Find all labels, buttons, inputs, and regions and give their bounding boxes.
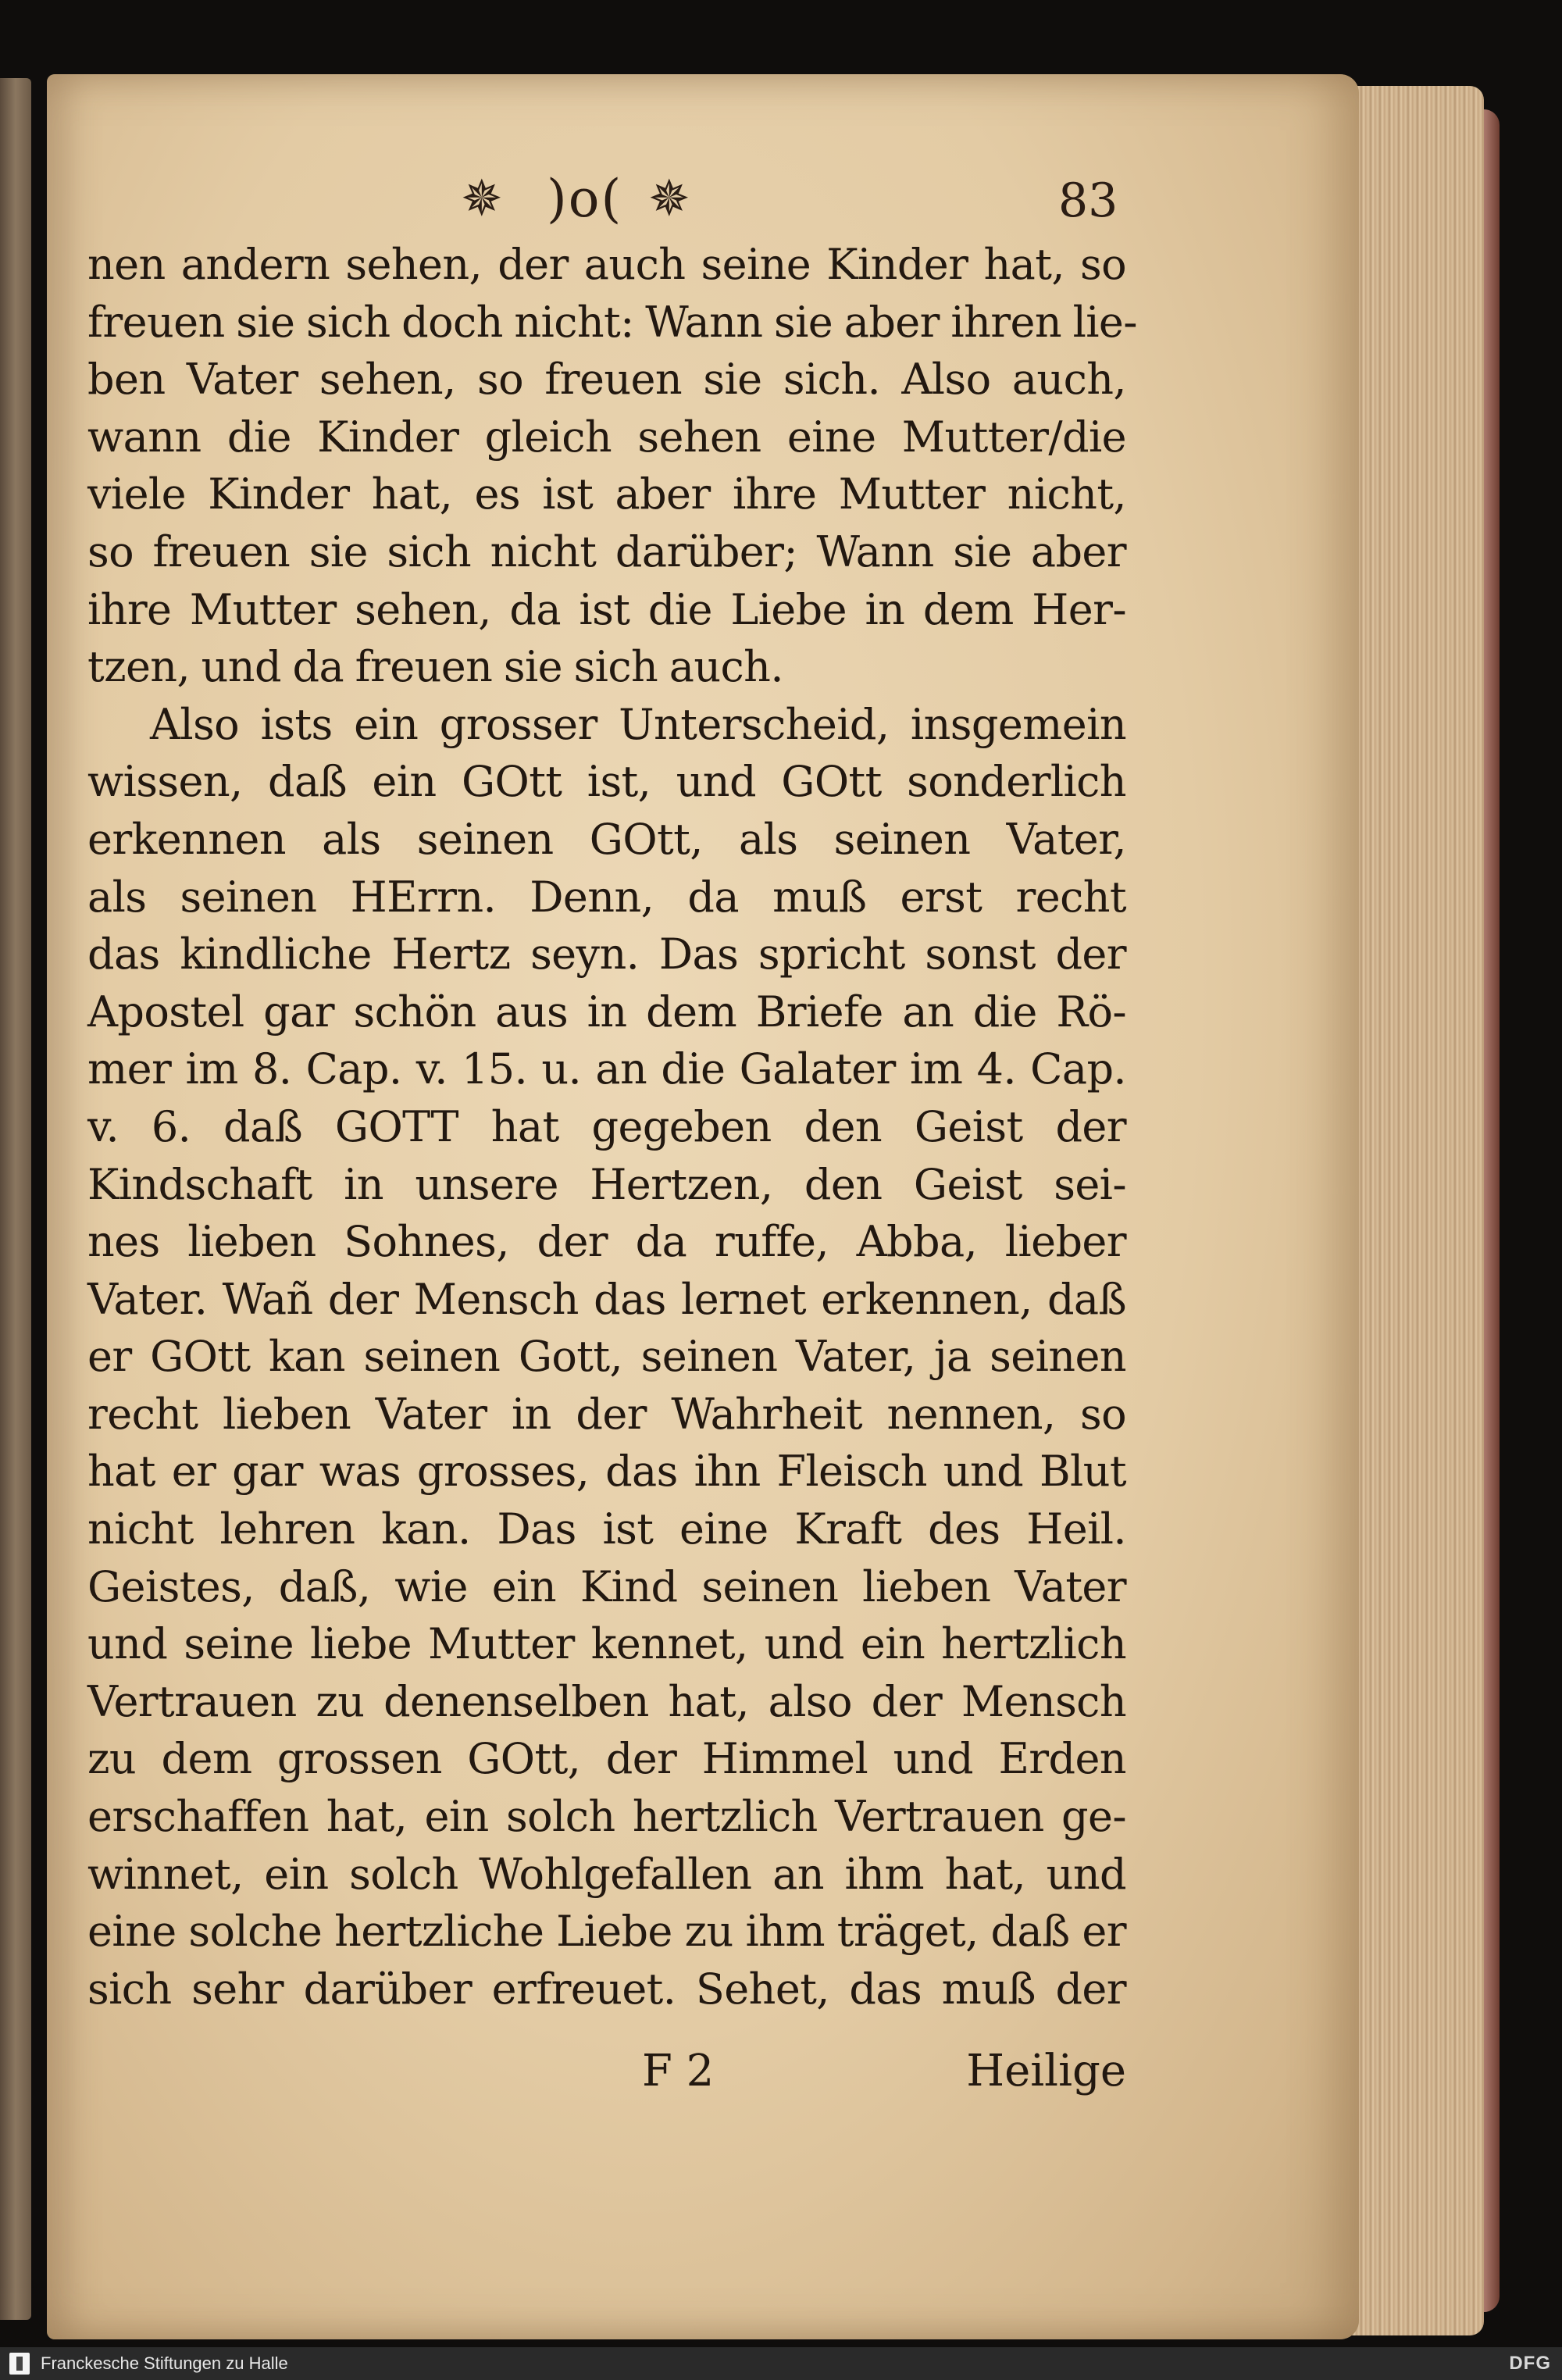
header-mark: )o( [547, 169, 623, 229]
text-line: nen andern sehen, der auch seine Kinder hat, so [87, 240, 1126, 289]
text-line: tzen, und da freuen sie sich auch. [87, 642, 783, 692]
dfg-logo: DFG [1509, 2353, 1551, 2374]
text-line: Also ists ein grosser Unterscheid, insgemein [150, 699, 1126, 749]
ornament-left-icon: ✵ [461, 170, 503, 228]
text-line: wissen, daß ein GOtt ist, und GOtt sonderlich [87, 757, 1126, 807]
text-line: Apostel gar schön aus in dem Briefe an die Rö- [87, 987, 1126, 1037]
text-line: erschaffen hat, ein solch hertzlich Vertrauen ge- [87, 1792, 1126, 1842]
signature-mark: F 2 [642, 2046, 715, 2096]
institution-name: Franckesche Stiftungen zu Halle [41, 2353, 288, 2373]
page-edges [1347, 86, 1484, 2335]
text-line: viele Kinder hat, es ist aber ihre Mutter nicht, [87, 469, 1126, 519]
text-line: hat er gar was grosses, das ihn Fleisch und Blut [87, 1447, 1126, 1497]
text-line: erkennen als seinen GOtt, als seinen Vater, [87, 814, 1126, 864]
text-line: als seinen HErrn. Denn, da muß erst recht [87, 872, 1126, 922]
page-footer [87, 2040, 1126, 2103]
text-line: nes lieben Sohnes, der da ruffe, Abba, lieber [87, 1217, 1126, 1267]
page-header [461, 164, 1132, 234]
body-text [87, 236, 1137, 2018]
text-line: zu dem grossen GOtt, der Himmel und Erden [87, 1734, 1126, 1784]
text-line: so freuen sie sich nicht darüber; Wann sie aber [87, 526, 1126, 576]
institution-logo-icon [9, 2353, 30, 2375]
text-line: Vater. Wañ der Mensch das lernet erkennen, daß [87, 1274, 1126, 1324]
text-line: Kindschaft in unsere Hertzen, den Geist sei- [87, 1159, 1126, 1209]
text-line: das kindliche Hertz seyn. Das spricht sonst der [87, 930, 1126, 979]
catchword: Heilige [966, 2046, 1126, 2096]
text-line: v. 6. daß GOTT hat gegeben den Geist der [87, 1101, 1126, 1151]
text-line: sich sehr darüber erfreuet. Sehet, das muß der [87, 1964, 1126, 2014]
text-line: er GOtt kan seinen Gott, seinen Vater, ja seinen [87, 1332, 1126, 1382]
page-number: 83 [1058, 173, 1118, 228]
facing-page-edge [0, 78, 31, 2320]
text-line: ben Vater sehen, so freuen sie sich. Also auch, [87, 355, 1126, 405]
text-line: Vertrauen zu denenselben hat, also der Mensch [87, 1676, 1126, 1726]
text-line: winnet, ein solch Wohlgefallen an ihm hat, und [87, 1849, 1126, 1899]
text-line: mer im 8. Cap. v. 15. u. an die Galater im 4. Cap. [87, 1044, 1126, 1094]
text-line: nicht lehren kan. Das ist eine Kraft des Heil. [87, 1504, 1126, 1554]
text-line: Geistes, daß, wie ein Kind seinen lieben Vater [87, 1561, 1126, 1611]
text-line: recht lieben Vater in der Wahrheit nennen, so [87, 1389, 1126, 1439]
text-line: eine solche hertzliche Liebe zu ihm träget, daß er [87, 1907, 1126, 1957]
text-line: freuen sie sich doch nicht: Wann sie aber ihren lie- [87, 297, 1137, 347]
viewer-footer-bar [0, 2347, 1562, 2380]
text-line: und seine liebe Mutter kennet, und ein hertzlich [87, 1619, 1126, 1669]
ornament-right-icon: ✵ [648, 170, 690, 228]
text-line: ihre Mutter sehen, da ist die Liebe in dem Her- [87, 584, 1126, 634]
text-line: wann die Kinder gleich sehen eine Mutter/die [87, 412, 1126, 462]
